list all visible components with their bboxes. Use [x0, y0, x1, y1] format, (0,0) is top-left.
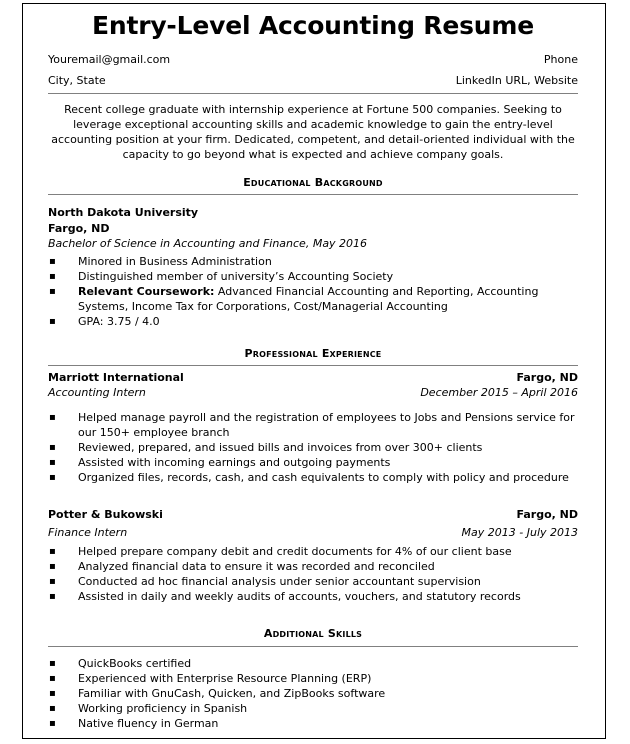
list-item: ▪ Conducted ad hoc financial analysis under senior accountant supervision [48, 574, 578, 589]
list-item: ▪ Minored in Business Administration [48, 254, 578, 269]
job-header [48, 508, 578, 522]
list-item: ▪ Familiar with GnuCash, Quicken, and ZipBooks software [48, 686, 578, 701]
job-dates: December 2015 – April 2016 [420, 386, 578, 399]
list-item: ▪ Working proficiency in Spanish [48, 701, 578, 716]
job-dates: May 2013 - July 2013 [461, 526, 578, 539]
school-name: North Dakota University [48, 206, 199, 219]
school-location: Fargo, ND [48, 222, 110, 235]
list-item: ▪ Assisted with incoming earnings and outgoing payments [48, 455, 578, 470]
list-item: ▪ Distinguished member of university’s Accounting Society [48, 269, 578, 284]
job-company: Potter & Bukowski [48, 508, 163, 521]
list-item: ▪ Assisted in daily and weekly audits of accounts, vouchers, and statutory records [48, 589, 578, 604]
list-item: ▪ Helped prepare company debit and credit documents for 4% of our client base [48, 544, 578, 559]
job-location: Fargo, ND [516, 371, 578, 384]
list-item: ▪ Analyzed financial data to ensure it was recorded and reconciled [48, 559, 578, 574]
contact-row-1 [48, 53, 578, 67]
list-item: ▪ Helped manage payroll and the registration of employees to Jobs and Pensions service for our 150+ employee branch [48, 410, 578, 440]
education-heading: Educational Background [243, 176, 383, 189]
resume-page [22, 3, 606, 739]
job-bullets [48, 410, 578, 485]
list-item: ▪ GPA: 3.75 / 4.0 [48, 314, 578, 329]
list-item: ▪ QuickBooks certified [48, 656, 578, 671]
list-item: ▪ Native fluency in German [48, 716, 578, 731]
job-bullets [48, 544, 578, 604]
divider [48, 646, 578, 647]
contact-location: City, State [48, 74, 106, 87]
list-item: ▪ Reviewed, prepared, and issued bills and invoices from over 300+ clients [48, 440, 578, 455]
divider [48, 365, 578, 366]
contact-row-2 [48, 74, 578, 88]
education-list [48, 254, 578, 329]
contact-phone: Phone [543, 53, 578, 66]
list-item: ▪ Relevant Coursework: Advanced Financial Accounting and Reporting, Accounting Systems, Income Tax for Corporations, Cost/Managerial Accounting [48, 284, 578, 314]
experience-heading: Professional Experience [244, 347, 382, 360]
summary-paragraph: Recent college graduate with internship experience at Fortune 500 companies. Seeking to leverage exceptional accounting skills and academic knowledge to gain the entry-level accounting position at your firm. Dedicated, competent, and detail-oriented individual with the capacity to go beyond what is expected and achieve company goals. [51, 103, 575, 161]
divider [48, 93, 578, 94]
job-subheader [48, 526, 578, 540]
list-item: ▪ Experienced with Enterprise Resource Planning (ERP) [48, 671, 578, 686]
job-role: Finance Intern [48, 526, 128, 539]
job-role: Accounting Intern [48, 386, 146, 399]
job-company: Marriott International [48, 371, 184, 384]
list-item: ▪ Organized files, records, cash, and cash equivalents to comply with policy and procedure [48, 470, 578, 485]
skills-heading: Additional Skills [263, 627, 363, 640]
divider [48, 194, 578, 195]
job-header [48, 371, 578, 385]
job-subheader [48, 386, 578, 400]
contact-links: LinkedIn URL, Website [455, 74, 578, 87]
degree: Bachelor of Science in Accounting and Finance, May 2016 [48, 237, 368, 250]
contact-email: Youremail@gmail.com [48, 53, 171, 66]
skills-list [48, 656, 578, 731]
resume-title: Entry-Level Accounting Resume [91, 11, 534, 40]
job-location: Fargo, ND [516, 508, 578, 521]
